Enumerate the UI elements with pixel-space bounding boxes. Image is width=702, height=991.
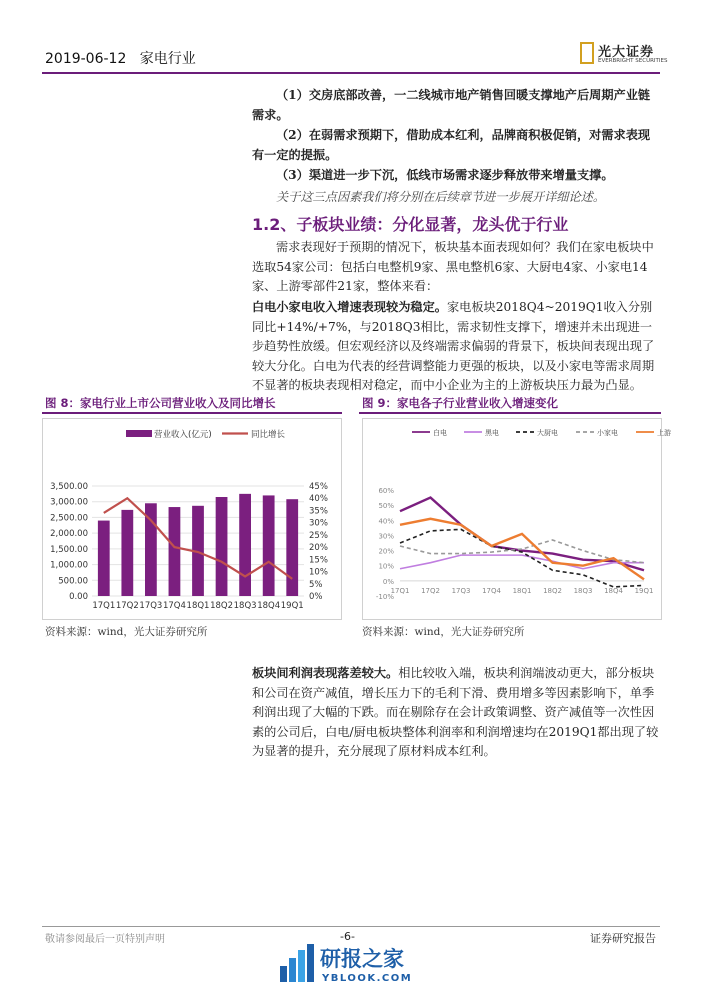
logo-mark-icon bbox=[580, 42, 594, 64]
y-right-tick-label: 35% bbox=[309, 506, 328, 517]
figure-8-title-rule bbox=[42, 412, 342, 414]
legend-label-revenue: 营业收入(亿元) bbox=[154, 430, 212, 440]
y-left-tick-label: 3,500.00 bbox=[50, 482, 88, 492]
figure-9-chart bbox=[362, 418, 671, 620]
x-tick-label: 18Q3 bbox=[573, 586, 593, 595]
x-tick-label: 18Q3 bbox=[233, 601, 257, 611]
paragraph-revenue-body: 家电板块2018Q4~2019Q1收入分别同比+14%/+7%，与2018Q3相比，需求韧性支撑下，增速并未出现进一步趋势性放缓。但宏观经济以及终端需求偏弱的背景下，板块间表现出现了较大分化。白电为代表的经营调整能力更强的板块，以及小家电等需求周期不显著的板块表现相对稳定，而中小企业为主的上游板块压力最为凸显。 bbox=[252, 300, 655, 392]
bar-revenue bbox=[169, 507, 181, 596]
footer-disclaimer: 敬请参阅最后一页特别声明 bbox=[45, 934, 165, 945]
header-industry: 家电行业 bbox=[139, 51, 196, 67]
figure-9-title: 图 9：家电各子行业营业收入增速变化 bbox=[362, 396, 559, 410]
watermark-text: 研报之家 bbox=[320, 947, 404, 971]
paragraph-note: 关于这三点因素我们将分别在后续章节进一步展开详细论述。 bbox=[276, 190, 606, 204]
legend-label-yoy: 同比增长 bbox=[251, 430, 286, 440]
page-number: -6- bbox=[340, 930, 355, 943]
x-tick-label: 18Q2 bbox=[543, 586, 562, 595]
x-tick-label: 17Q2 bbox=[421, 586, 440, 595]
x-tick-label: 17Q3 bbox=[139, 601, 163, 611]
paragraph-profit bbox=[252, 664, 660, 762]
paragraph-point-1: （1）交房底部改善，一二线城市地产销售回暖支撑地产后周期产业链需求。 bbox=[252, 88, 651, 122]
x-tick-label: 18Q1 bbox=[512, 586, 532, 595]
figure-9-title-rule bbox=[359, 412, 661, 414]
section-title: 1.2、子板块业绩：分化显著，龙头优于行业 bbox=[252, 215, 569, 234]
paragraph-revenue-lead: 白电小家电收入增速表现较为稳定。 bbox=[252, 300, 447, 314]
y-left-tick-label: 1,500.00 bbox=[50, 544, 88, 555]
y-tick-label: 40% bbox=[378, 517, 394, 526]
paragraph-profit-lead: 板块间利润表现落差较大。 bbox=[252, 666, 399, 680]
y-tick-label: 20% bbox=[378, 547, 394, 556]
header-date: 2019-06-12 bbox=[45, 51, 127, 67]
x-tick-label: 19Q1 bbox=[634, 586, 654, 595]
legend-label: 黑电 bbox=[485, 429, 499, 437]
logo-name: 光大证券 bbox=[598, 45, 655, 60]
header-date-industry bbox=[45, 48, 196, 68]
y-right-tick-label: 30% bbox=[309, 518, 328, 529]
legend-label: 大厨电 bbox=[537, 429, 558, 437]
y-right-tick-label: 10% bbox=[309, 567, 328, 578]
y-right-tick-label: 20% bbox=[309, 543, 328, 554]
logo-name-en: EVERBRIGHT SECURITIES bbox=[598, 58, 668, 64]
x-tick-label: 17Q3 bbox=[451, 586, 471, 595]
y-right-tick-label: 45% bbox=[309, 482, 328, 492]
header-divider bbox=[42, 72, 660, 74]
bar-revenue bbox=[121, 510, 133, 596]
x-tick-label: 17Q2 bbox=[115, 601, 139, 611]
x-tick-label: 17Q4 bbox=[162, 601, 186, 611]
figure-8-source: 资料来源：wind，光大证券研究所 bbox=[45, 626, 208, 638]
watermark-logo bbox=[278, 942, 458, 986]
x-tick-label: 18Q2 bbox=[210, 601, 234, 611]
footer-report-type: 证券研究报告 bbox=[590, 932, 656, 945]
x-tick-label: 18Q4 bbox=[257, 601, 281, 611]
paragraph-profit-body: 相比较收入端，板块利润端波动更大，部分板块和公司在资产减值，增长压力下的毛利下滑、费用增多等因素影响下，单季利润出现了大幅的下跌。而在剔除存在会计政策调整、资产减值等一次性因素的公司后，白电/厨电板块整体利润率和利润增速均在2019Q1都出现了较为显著的提升，充分展现了原材料成本红利。 bbox=[252, 666, 659, 758]
y-tick-label: 30% bbox=[378, 532, 394, 541]
x-tick-label: 19Q1 bbox=[280, 601, 304, 611]
footer-divider bbox=[42, 926, 660, 927]
watermark-bars-icon bbox=[280, 944, 314, 982]
y-right-tick-label: 0% bbox=[309, 592, 323, 602]
y-right-tick-label: 15% bbox=[309, 555, 328, 566]
legend-label: 白电 bbox=[433, 429, 447, 437]
y-right-tick-label: 25% bbox=[309, 530, 328, 541]
figure-9-source: 资料来源：wind，光大证券研究所 bbox=[362, 626, 525, 638]
legend-swatch-revenue bbox=[126, 430, 152, 437]
y-right-tick-label: 5% bbox=[309, 579, 323, 590]
figure-8-chart bbox=[42, 418, 342, 620]
y-tick-label: 10% bbox=[378, 562, 394, 571]
x-tick-label: 17Q1 bbox=[390, 586, 410, 595]
y-tick-label: 60% bbox=[378, 487, 394, 495]
bar-revenue bbox=[263, 495, 275, 596]
paragraph-intro: 需求表现好于预期的情况下，板块基本面表现如何？我们在家电板块中选取54家公司：包括白电整机9家、黑电整机6家、大厨电4家、小家电14家、上游零部件21家，整体来看： bbox=[252, 240, 654, 293]
paragraph-point-2: （2）在弱需求预期下，借助成本红利，品牌商积极促销，对需求表现有一定的提振。 bbox=[252, 128, 651, 162]
y-left-tick-label: 0.00 bbox=[69, 592, 88, 602]
paragraph-revenue bbox=[252, 298, 660, 396]
y-left-tick-label: 2,500.00 bbox=[50, 513, 88, 524]
y-left-tick-label: 2,000.00 bbox=[50, 529, 88, 540]
bar-revenue bbox=[216, 497, 228, 596]
bar-revenue bbox=[239, 494, 251, 596]
x-tick-label: 17Q1 bbox=[92, 601, 116, 611]
company-logo bbox=[580, 40, 670, 70]
y-tick-label: 50% bbox=[378, 502, 394, 511]
paragraph-point-3: （3）渠道进一步下沉，低线市场需求逐步释放带来增量支撑。 bbox=[276, 168, 614, 182]
y-left-tick-label: 1,000.00 bbox=[50, 560, 88, 571]
y-left-tick-label: 500.00 bbox=[58, 576, 88, 587]
x-tick-label: 18Q1 bbox=[186, 601, 210, 611]
bar-revenue bbox=[286, 499, 298, 596]
x-tick-label: 18Q4 bbox=[604, 586, 623, 595]
legend-label: 上游 bbox=[657, 429, 671, 437]
y-left-tick-label: 3,000.00 bbox=[50, 497, 88, 508]
figure-8-title: 图 8：家电行业上市公司营业收入及同比增长 bbox=[45, 396, 276, 410]
x-tick-label: 17Q4 bbox=[482, 586, 501, 595]
bar-revenue bbox=[98, 521, 110, 596]
legend-label: 小家电 bbox=[597, 429, 618, 437]
y-right-tick-label: 40% bbox=[309, 494, 328, 505]
y-tick-label: -10% bbox=[375, 593, 394, 601]
y-tick-label: 0% bbox=[382, 577, 394, 586]
watermark-url: YBLOOK.COM bbox=[322, 973, 413, 984]
